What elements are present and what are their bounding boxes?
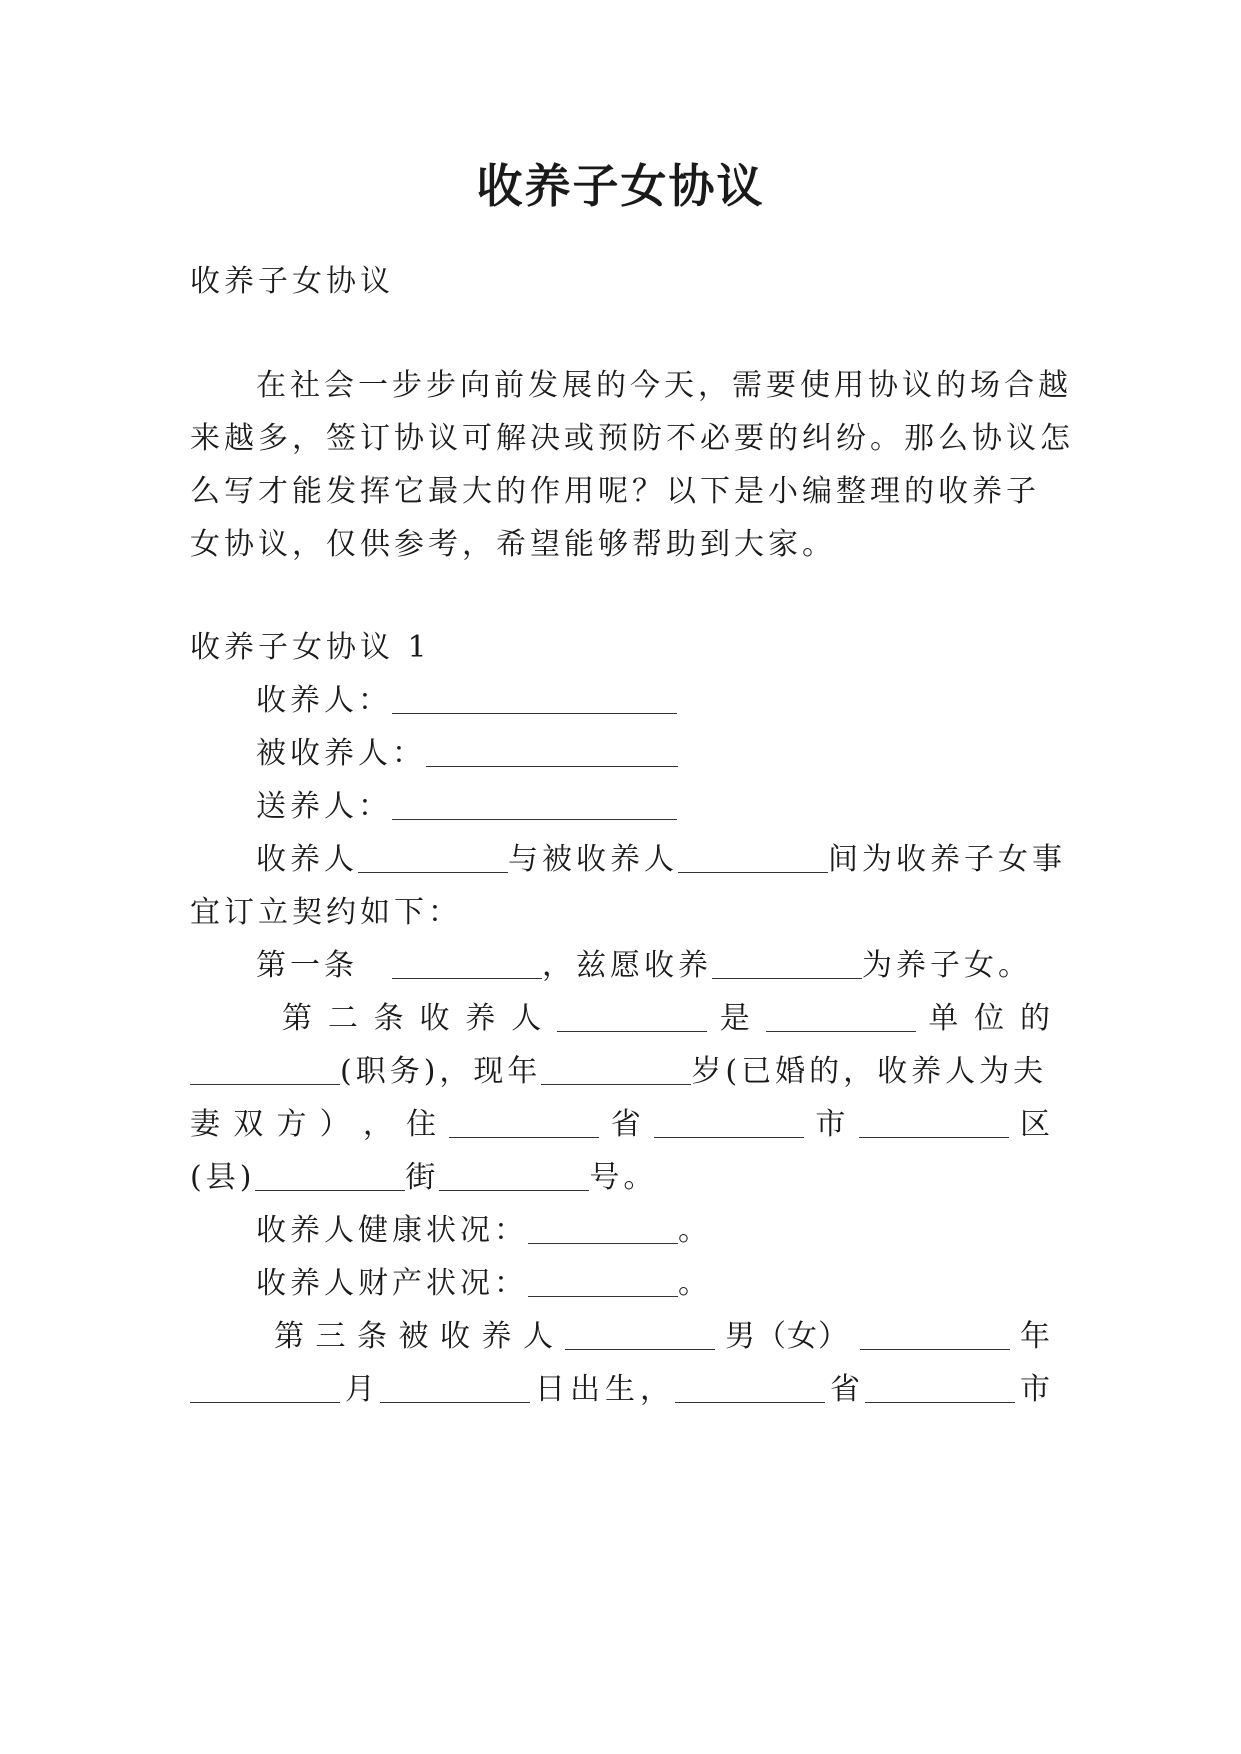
text-span: 与被收养人 [508, 842, 678, 877]
text-span: 是 [719, 1001, 753, 1036]
article-3-blank-2[interactable] [860, 1319, 1010, 1350]
adoptee-label: 被收养人： [256, 736, 426, 771]
document-heading: 收养子女协议 [190, 264, 394, 299]
text-span: 单 位 的 [928, 1001, 1051, 1036]
health-line [256, 1211, 1050, 1251]
article-2-blank-1[interactable] [557, 1001, 707, 1032]
article-1-line [256, 946, 1050, 986]
article-3-line-2 [190, 1370, 1050, 1410]
article-2-blank-6[interactable] [654, 1107, 804, 1138]
adopter-name-blank[interactable] [358, 842, 508, 873]
article-2-line-4 [190, 1158, 1050, 1198]
text-span: 男（女） [725, 1319, 849, 1354]
text-span: 。 [678, 1213, 712, 1248]
text-span: 省 [825, 1372, 865, 1407]
text-span: 市 [815, 1107, 848, 1142]
text-span: 间为收养子女事 [828, 842, 1066, 877]
document-title: 收养子女协议 [476, 159, 765, 213]
article-2-line-2 [190, 1052, 1050, 1092]
article-2-line-3 [190, 1105, 1050, 1145]
text-span: 月 [340, 1372, 380, 1407]
text-span: 街 [405, 1160, 440, 1195]
contract-para-line-2: 宜订立契约如下： [190, 895, 462, 930]
article-3-blank-6[interactable] [865, 1372, 1015, 1403]
text-span: 年 [1020, 1319, 1051, 1354]
text-span: 号。 [589, 1160, 658, 1195]
article-2-blank-2[interactable] [766, 1001, 916, 1032]
article-3-blank-1[interactable] [565, 1319, 715, 1350]
text-span: (职务)，现年 [340, 1054, 542, 1089]
text-span: 为养子女。 [862, 948, 1032, 983]
adoptee-name-blank[interactable] [678, 842, 828, 873]
text-span: ，兹愿收养 [542, 948, 712, 983]
article-2-blank-4[interactable] [541, 1054, 691, 1085]
health-blank[interactable] [528, 1213, 678, 1244]
adopter-blank[interactable] [392, 683, 677, 714]
text-span: 省 [610, 1107, 643, 1142]
article-2-blank-3[interactable] [190, 1054, 340, 1085]
text-span: 岁(已婚的，收养人为夫 [691, 1054, 1048, 1089]
text-span: 妻 双 方 ） ， 住 [190, 1107, 438, 1142]
adopter-label: 收养人： [256, 683, 392, 718]
intro-line-4: 女协议，仅供参考，希望能够帮助到大家。 [190, 527, 836, 562]
text-span: 第一条 [256, 948, 392, 983]
intro-line-1: 在社会一步步向前发展的今天，需要使用协议的场合越 [256, 368, 1072, 403]
text-span: 收养人 [256, 842, 358, 877]
article-2-blank-8[interactable] [255, 1160, 405, 1191]
article-3-blank-3[interactable] [190, 1372, 340, 1403]
text-span: 日出生， [530, 1372, 675, 1407]
contract-para-line-1 [256, 840, 1066, 880]
article-3-blank-4[interactable] [380, 1372, 530, 1403]
intro-line-3: 么写才能发挥它最大的作用呢？以下是小编整理的收养子 [190, 474, 1040, 509]
article-2-blank-9[interactable] [439, 1160, 589, 1191]
sender-label: 送养人： [256, 789, 392, 824]
text-span: (县) [190, 1160, 256, 1195]
text-span: 市 [1015, 1372, 1050, 1407]
article-3-line-1 [274, 1317, 1050, 1357]
section-title: 收养子女协议 1 [190, 630, 431, 665]
article-2-blank-7[interactable] [859, 1107, 1009, 1138]
article-2-blank-5[interactable] [449, 1107, 599, 1138]
intro-line-2: 来越多，签订协议可解决或预防不必要的纠纷。那么协议怎 [190, 421, 1074, 456]
article-1-blank-1[interactable] [392, 948, 542, 979]
text-span: 区 [1020, 1107, 1050, 1142]
property-label: 收养人财产状况： [256, 1266, 528, 1301]
article-1-blank-2[interactable] [712, 948, 862, 979]
health-label: 收养人健康状况： [256, 1213, 528, 1248]
property-line [256, 1264, 1050, 1304]
property-blank[interactable] [528, 1266, 678, 1297]
text-span: 第 三 条 被 收 养 人 [274, 1319, 554, 1354]
sender-blank[interactable] [392, 789, 677, 820]
article-3-blank-5[interactable] [675, 1372, 825, 1403]
sender-line [256, 787, 1050, 827]
text-span: 第 二 条 收 养 人 [282, 1001, 545, 1036]
article-2-line-1 [282, 999, 1050, 1039]
adoptee-blank[interactable] [426, 736, 678, 767]
adoptee-line [256, 734, 1050, 774]
adopter-line [256, 681, 1050, 721]
text-span: 。 [678, 1266, 712, 1301]
